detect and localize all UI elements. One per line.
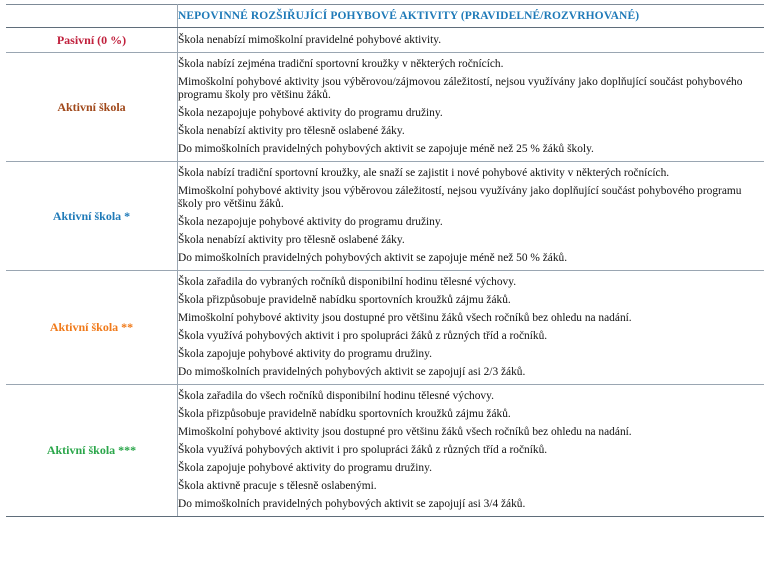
item: Škola nabízí zejména tradiční sportovní kroužky v některých ročnících. (178, 58, 504, 70)
item: Do mimoškolních pravidelných pohybových aktivit se zapojují asi 3/4 žáků. (178, 498, 526, 510)
item: Škola nezapojuje pohybové aktivity do programu družiny. (178, 216, 443, 228)
item: Mimoškolní pohybové aktivity jsou výběrovou záležitostí, nejsou využívány jako doplňující součást pohybového programu školy pro většinu žáků. (178, 185, 742, 210)
item: Škola nenabízí aktivity pro tělesně oslabené žáky. (178, 234, 405, 246)
table-row-aktivni (6, 53, 764, 162)
items-pasivni (178, 28, 765, 53)
activity-levels-table (6, 4, 764, 517)
item: Škola nezapojuje pohybové aktivity do programu družiny. (178, 107, 443, 119)
item: Škola zařadila do vybraných ročníků disponibilní hodinu tělesné výchovy. (178, 276, 517, 288)
table-row-pasivni (6, 28, 764, 53)
level-aktivni: Aktivní škola (6, 53, 178, 162)
table-row-aktivni-3 (6, 385, 764, 517)
item: Škola využívá pohybových aktivit i pro spolupráci žáků z různých tříd a ročníků. (178, 444, 548, 456)
item: Mimoškolní pohybové aktivity jsou výběrovou/zájmovou záležitostí, nejsou využívány jako doplňující součást pohybového programu školy pro většinu žáků. (178, 76, 743, 101)
item: Škola nabízí tradiční sportovní kroužky, ale snaží se zajistit i nové pohybové aktivity v některých ročnících. (178, 167, 670, 179)
item: Škola zařadila do všech ročníků disponibilní hodinu tělesné výchovy. (178, 390, 494, 402)
table-row-aktivni-1 (6, 162, 764, 271)
level-aktivni-3: Aktivní škola *** (6, 385, 178, 517)
item: Do mimoškolních pravidelných pohybových aktivit se zapojují asi 2/3 žáků. (178, 366, 526, 378)
item: Škola nenabízí mimoškolní pravidelné pohybové aktivity. (178, 33, 442, 46)
header-level-cell (6, 5, 178, 28)
item: Škola využívá pohybových aktivit i pro spolupráci žáků z různých tříd a ročníků. (178, 330, 548, 342)
items-aktivni-1 (178, 162, 765, 271)
item: Mimoškolní pohybové aktivity jsou dostupné pro většinu žáků všech ročníků bez ohledu na nadání. (178, 426, 632, 438)
item: Škola přizpůsobuje pravidelně nabídku sportovních kroužků zájmu žáků. (178, 294, 511, 306)
item: Škola nenabízí aktivity pro tělesně oslabené žáky. (178, 125, 405, 137)
item: Mimoškolní pohybové aktivity jsou dostupné pro většinu žáků všech ročníků bez ohledu na nadání. (178, 312, 632, 324)
table-row-aktivni-2 (6, 271, 764, 385)
items-aktivni (178, 53, 765, 162)
level-pasivni: Pasivní (0 %) (6, 28, 178, 53)
table-title: NEPOVINNÉ ROZŠIŘUJÍCÍ POHYBOVÉ AKTIVITY (PRAVIDELNÉ/ROZVRHOVANÉ) (178, 10, 640, 22)
level-aktivni-1: Aktivní škola * (6, 162, 178, 271)
item: Škola přizpůsobuje pravidelně nabídku sportovních kroužků zájmu žáků. (178, 408, 511, 420)
items-aktivni-2 (178, 271, 765, 385)
header-title-cell (178, 5, 765, 28)
items-aktivni-3 (178, 385, 765, 517)
item: Do mimoškolních pravidelných pohybových aktivit se zapojuje méně než 50 % žáků. (178, 252, 568, 264)
item: Škola zapojuje pohybové aktivity do programu družiny. (178, 348, 432, 360)
table-header-row (6, 5, 764, 28)
item: Škola aktivně pracuje s tělesně oslabenými. (178, 480, 377, 492)
item: Škola zapojuje pohybové aktivity do programu družiny. (178, 462, 432, 474)
level-aktivni-2: Aktivní škola ** (6, 271, 178, 385)
item: Do mimoškolních pravidelných pohybových aktivit se zapojuje méně než 25 % žáků školy. (178, 143, 594, 155)
